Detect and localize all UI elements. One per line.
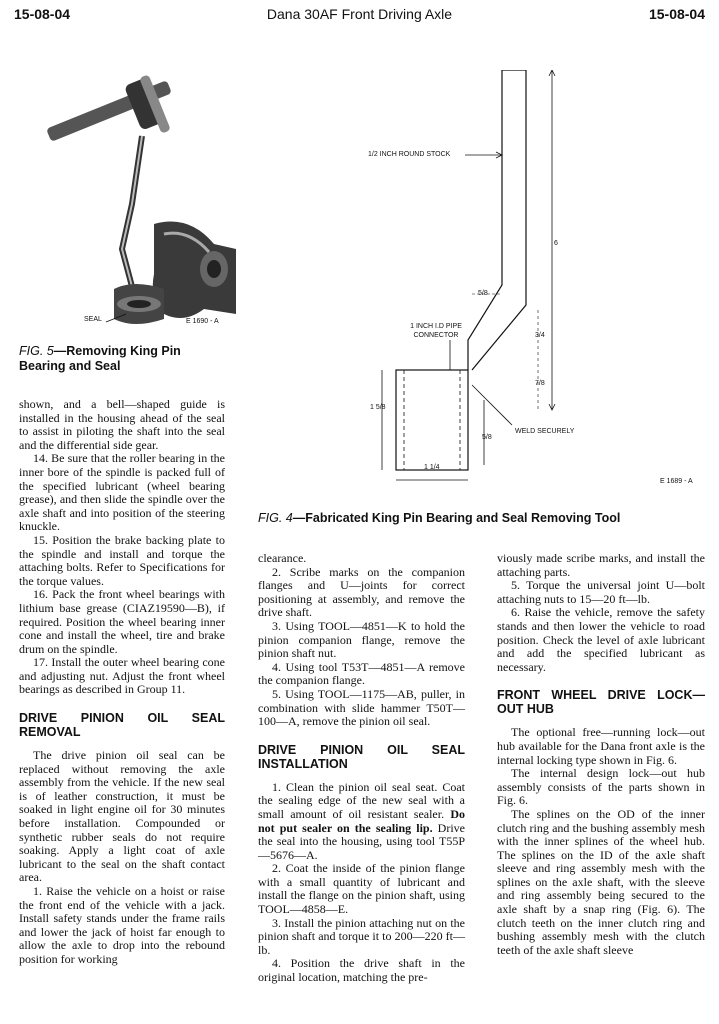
removal-step-2: 2. Scribe marks on the companion flanges and U—joints for correct positioning at assembly, and remove the drive shaft. — [258, 564, 465, 620]
label-weld: WELD SECURELY — [515, 428, 575, 435]
figure-caption-4: FIG. 4—Fabricated King Pin Bearing and Seal Removing Tool — [258, 511, 621, 525]
step-14: 14. Be sure that the roller bearing in the inner bore of the spindle is packed full of the specified lubricant (wheel bearing grease), and then slide the spindle over the axle shaft and into position of the steering knuckle. — [19, 451, 225, 534]
install-step-2: 2. Coat the inside of the pinion flange with a small quantity of lubricant and install the flange on the pinion shaft, using TOOL—4858—E. — [258, 861, 465, 917]
removal-step-5: 5. Using TOOL—1175—AB, puller, in combination with slide hammer T50T—100—A, remove the pinion oil seal. — [258, 686, 465, 729]
fabricated-tool-diagram — [360, 70, 710, 490]
text-column-2 — [258, 552, 465, 985]
step-15: 15. Position the brake backing plate to the spindle and install and torque the attaching bolts. Refer to Specifications for the torque values. — [19, 532, 225, 588]
dim-5-8-bottom: 5/8 — [482, 434, 492, 441]
install-step-5: 5. Torque the universal joint U—bolt attaching nuts to 15—20 ft—lb. — [497, 578, 705, 606]
page-title: Dana 30AF Front Driving Axle — [266, 6, 453, 22]
paragraph-hub-2: The internal design lock—out hub assembly consists of the parts shown in Fig. 6. — [497, 766, 705, 808]
dim-1-1-4: 1 1/4 — [424, 464, 440, 471]
heading-pinion-seal-removal: DRIVE PINION OIL SEAL REMOVAL — [19, 711, 225, 740]
install-step-6: 6. Raise the vehicle, remove the safety stands and then lower the vehicle to road position. Check the level of axle lubricant and add the specified lubricant as necessary. — [497, 605, 705, 674]
hammer-icon — [46, 74, 172, 142]
dim-3-4: 3/4 — [535, 332, 545, 339]
figure-number-5: FIG. 5 — [19, 344, 54, 358]
install-step-4: 4. Position the drive shaft in the original location, matching the pre- — [258, 956, 465, 985]
figure-caption-5: FIG. 5—Removing King Pin Bearing and Seal — [19, 344, 181, 373]
figure-caption-text-5: Removing King Pin Bearing and Seal — [19, 344, 181, 373]
paragraph-hub-3: The splines on the OD of the inner clutch ring and the bushing assembly mesh with the inner splines of the wheel hub. The splines on the ID of the axle shaft sleeve and ring assembly mesh with the splines on the axle shaft, with the sleeve and ring assembly being secured to the axle shaft by a snap ring (Fig. 6). The clutch teeth on the inner clutch ring and bushing assembly mesh with the clutch teeth of the axle shaft sleeve — [497, 806, 705, 957]
page-number-left: 15-08-04 — [14, 6, 71, 22]
dim-7-8: 7/8 — [535, 380, 545, 387]
steering-knuckle-icon — [114, 222, 236, 325]
paragraph-clearance: clearance. — [258, 551, 307, 565]
install-step-1 — [258, 781, 465, 863]
figure-code-1689: E 1689 - A — [660, 478, 693, 485]
paragraph-guide: shown, and a bell—shaped guide is installed in the housing ahead of the seal to assist in piloting the shaft into the seal and the differential side gear. — [19, 397, 225, 452]
label-round-stock: 1/2 INCH ROUND STOCK — [368, 151, 451, 158]
dim-6: 6 — [554, 240, 558, 247]
paragraph-removal-intro: The drive pinion oil seal can be replaced without removing the axle assembly from the vehicle. If the new seal is of leather construction, it must be soaked in light engine oil for 30 minutes before installation. Compounded or synthetic rubber seals do not require soaking. Apply a light coat of axle lubricant to the seal on the shaft contact area. — [19, 748, 225, 885]
dim-5-8-top: 5/8 — [478, 290, 488, 297]
install-step-1-warning: Do not put sealer on the sealing lip. — [258, 806, 465, 835]
heading-pinion-seal-installation: DRIVE PINION OIL SEAL INSTALLATION — [258, 742, 465, 771]
install-step-1-c: Drive the seal into the housing, using tool T55P—5676—A. — [258, 820, 465, 862]
paragraph-hub-1: The optional free—running lock—out hub available for the Dana front axle is the internal locking type shown in Fig. 6. — [497, 725, 705, 767]
step-16: 16. Pack the front wheel bearings with lithium base grease (CIAZ19590—B), if required. Position the wheel bearing inner cone and install the wheel, tire and brake drum on the spindle. — [19, 587, 225, 656]
install-step-3: 3. Install the pinion attaching nut on the pinion shaft and torque it to 200—220 ft—lb. — [258, 915, 465, 957]
removal-step-1: 1. Raise the vehicle on a hoist or raise the front end of the vehicle with a jack. Install safety stands under the frame rails and lower the jack of hoist far enough to allow the axle to drop into the rebound position for working — [19, 884, 225, 966]
step-17: 17. Install the outer wheel bearing cone and adjusting nut. Adjust the front wheel bearings as described in Group 11. — [19, 655, 225, 697]
figure-code-1690: E 1690 - A — [186, 318, 219, 325]
removal-step-3: 3. Using TOOL—4851—K to hold the pinion companion flange, remove the pinion shaft nut. — [258, 618, 465, 661]
page-header — [14, 6, 705, 30]
figure-caption-text-4: Fabricated King Pin Bearing and Seal Removing Tool — [305, 511, 621, 525]
heading-lock-out-hub: FRONT WHEEL DRIVE LOCK—OUT HUB — [497, 688, 705, 717]
seal-label: SEAL — [84, 316, 102, 323]
figure-number-4: FIG. 4 — [258, 511, 293, 525]
text-column-3 — [497, 552, 705, 957]
paragraph-scribe-marks: viously made scribe marks, and install the attaching parts. — [497, 551, 705, 579]
label-pipe-connector: 1 INCH I.D PIPE CONNECTOR — [410, 323, 462, 339]
install-step-1-a: 1. Clean the pinion oil seal seat. Coat the sealing edge of the new seal with a small amount of oil resistant sealer. — [258, 779, 465, 821]
text-column-1 — [19, 398, 225, 967]
king-pin-removal-illustration — [14, 74, 236, 336]
page-number-right: 15-08-04 — [648, 6, 705, 22]
removal-step-4: 4. Using tool T53T—4851—A remove the companion flange. — [258, 659, 465, 688]
dim-1-5-8: 1 5/8 — [370, 404, 386, 411]
